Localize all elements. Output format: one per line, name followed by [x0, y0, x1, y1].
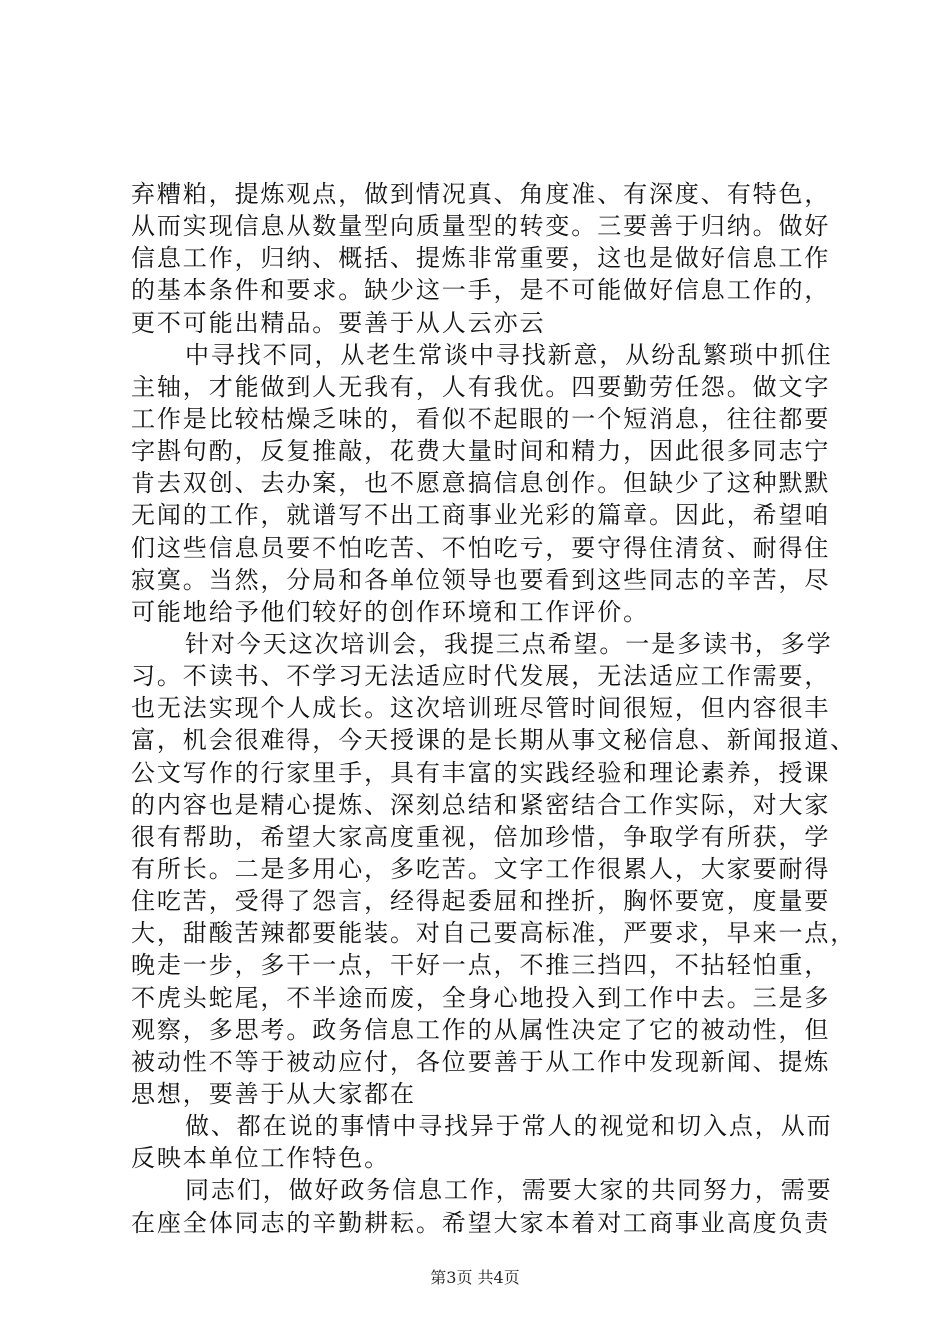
text-line: 弃糟粕，提炼观点，做到情况真、角度准、有深度、有特色， — [131, 180, 831, 208]
text-line: 有所长。二是多用心，多吃苦。文字工作很累人，大家要耐得 — [131, 854, 831, 883]
text-line: 公文写作的行家里手，具有丰富的实践经验和理论素养，授课 — [131, 758, 831, 787]
text-line: 中寻找不同，从老生常谈中寻找新意，从纷乱繁琐中抓住 — [185, 340, 833, 369]
text-line: 习。不读书、不学习无法适应时代发展，无法适应工作需要， — [131, 662, 831, 691]
text-line: 寂寞。当然，分局和各单位领导也要看到这些同志的辛苦，尽 — [131, 565, 831, 594]
text-line: 被动性不等于被动应付，各位要善于从工作中发现新闻、提炼 — [131, 1047, 831, 1076]
text-line: 思想，要善于从大家都在 — [131, 1079, 416, 1108]
text-line: 同志们，做好政务信息工作，需要大家的共同努力，需要 — [185, 1176, 833, 1205]
text-line: 工作是比较枯燥乏味的，看似不起眼的一个短消息，往往都要 — [131, 404, 831, 433]
text-line: 观察，多思考。政务信息工作的从属性决定了它的被动性，但 — [131, 1015, 831, 1044]
text-line: 从而实现信息从数量型向质量型的转变。三要善于归纳。做好 — [131, 212, 831, 241]
text-line: 在座全体同志的辛勤耕耘。希望大家本着对工商事业高度负责 — [131, 1208, 831, 1237]
text-line: 可能地给予他们较好的创作环境和工作评价。 — [131, 597, 649, 626]
text-line: 们这些信息员要不怕吃苦、不怕吃亏，要守得住清贫、耐得住 — [131, 533, 831, 562]
text-line: 更不可能出精品。要善于从人云亦云 — [131, 308, 546, 337]
text-line: 针对今天这次培训会，我提三点希望。一是多读书，多学 — [185, 629, 833, 658]
text-line: 住吃苦，受得了怨言，经得起委屈和挫折，胸怀要宽，度量要 — [131, 887, 831, 916]
text-line: 做、都在说的事情中寻找异于常人的视觉和切入点，从而 — [185, 1112, 833, 1141]
text-line: 主轴，才能做到人无我有，人有我优。四要勤劳任怨。做文字 — [131, 372, 831, 401]
text-line: 大，甜酸苦辣都要能装。对自己要高标准，严要求，早来一点， — [131, 919, 857, 948]
text-line: 也无法实现个人成长。这次培训班尽管时间很短，但内容很丰 — [131, 694, 831, 723]
text-line: 不虎头蛇尾，不半途而废，全身心地投入到工作中去。三是多 — [131, 983, 831, 1012]
document-body — [131, 178, 857, 1239]
text-line: 肯去双创、去办案，也不愿意搞信息创作。但缺少了这种默默 — [131, 469, 831, 498]
text-line: 富，机会很难得，今天授课的是长期从事文秘信息、新闻报道、 — [131, 726, 857, 755]
text-line: 无闻的工作，就谱写不出工商事业光彩的篇章。因此，希望咱 — [131, 501, 831, 530]
text-line: 很有帮助，希望大家高度重视，倍加珍惜，争取学有所获，学 — [131, 822, 831, 851]
text-line: 晚走一步，多干一点，干好一点，不推三挡四，不拈轻怕重， — [131, 951, 831, 980]
text-line: 的基本条件和要求。缺少这一手，是不可能做好信息工作的， — [131, 276, 831, 305]
text-line: 字斟句酌，反复推敲，花费大量时间和精力，因此很多同志宁 — [131, 437, 831, 466]
text-line: 信息工作，归纳、概括、提炼非常重要，这也是做好信息工作 — [131, 244, 831, 273]
page-footer: 第3页 共4页 — [430, 1268, 520, 1287]
text-line: 的内容也是精心提炼、深刻总结和紧密结合工作实际，对大家 — [131, 790, 831, 819]
text-line: 反映本单位工作特色。 — [131, 1144, 390, 1173]
